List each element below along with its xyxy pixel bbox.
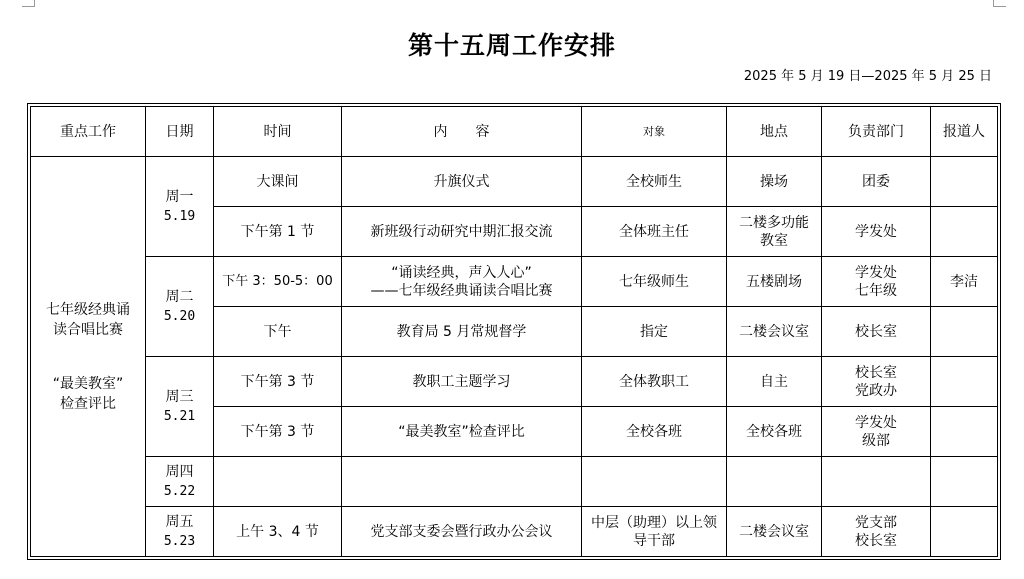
- date-cell-fri: [146, 507, 214, 557]
- location-cell: [727, 207, 822, 257]
- table-row: [31, 257, 998, 307]
- time-cell: 下午 3：50-5：00: [214, 257, 342, 307]
- target-cell: 全校各班: [582, 407, 727, 457]
- weekday-label: 周二: [165, 288, 194, 305]
- location-line: 教室: [760, 232, 788, 249]
- target-cell: 全体教职工: [582, 357, 727, 407]
- reporter-cell: [931, 207, 998, 257]
- dept-line: 学发处: [855, 264, 897, 281]
- target-line: 中层（助理）以上领: [591, 514, 717, 531]
- table-row: [31, 157, 998, 207]
- weekday-label: 周五: [165, 513, 194, 530]
- location-cell: 全校各班: [727, 407, 822, 457]
- target-cell: [582, 507, 727, 557]
- reporter-cell: 李洁: [931, 257, 998, 307]
- content-line: ——七年级经典诵读合唱比赛: [370, 282, 553, 299]
- dept-cell: [822, 507, 931, 557]
- target-cell: [582, 457, 727, 507]
- reporter-cell: [931, 307, 998, 357]
- reporter-cell: [931, 457, 998, 507]
- header-time: 时间: [214, 107, 342, 157]
- content-cell: [342, 257, 582, 307]
- header-location: 地点: [727, 107, 822, 157]
- date-cell-wed: [146, 357, 214, 457]
- table-row: [31, 507, 998, 557]
- date-label: 5.22: [163, 483, 196, 499]
- reporter-cell: [931, 407, 998, 457]
- dept-cell: 团委: [822, 157, 931, 207]
- dept-cell: [822, 357, 931, 407]
- date-label: 5.20: [163, 308, 196, 324]
- dept-line: 校长室: [855, 364, 897, 381]
- header-row: [31, 107, 998, 157]
- page-corner-mark-right: [993, 0, 1006, 7]
- dept-line: 七年级: [855, 282, 897, 299]
- header-key-work: 重点工作: [31, 107, 146, 157]
- date-cell-tue: [146, 257, 214, 357]
- time-cell: [214, 457, 342, 507]
- date-label: 5.23: [163, 533, 196, 549]
- content-cell: 升旗仪式: [342, 157, 582, 207]
- time-cell: 大课间: [214, 157, 342, 207]
- reporter-cell: [931, 507, 998, 557]
- content-cell: 教职工主题学习: [342, 357, 582, 407]
- target-cell: 指定: [582, 307, 727, 357]
- location-cell: 二楼会议室: [727, 507, 822, 557]
- schedule-table-frame: [27, 103, 1001, 560]
- weekday-label: 周一: [165, 188, 194, 205]
- key-work-cell: [31, 157, 146, 557]
- table-row: [31, 457, 998, 507]
- key-work-line: “最美教室”: [52, 375, 124, 392]
- dept-cell: [822, 257, 931, 307]
- target-cell: 全体班主任: [582, 207, 727, 257]
- time-cell: 下午: [214, 307, 342, 357]
- date-label: 5.19: [163, 208, 196, 224]
- time-cell: 上午 3、4 节: [214, 507, 342, 557]
- page-title: 第十五周工作安排: [407, 31, 616, 60]
- key-work-line: 七年级经典诵: [46, 301, 130, 318]
- content-cell: 党支部支委会暨行政办公会议: [342, 507, 582, 557]
- target-line: 导干部: [633, 532, 675, 549]
- dept-line: 校长室: [855, 532, 897, 549]
- location-cell: [727, 457, 822, 507]
- dept-line: 党支部: [855, 514, 897, 531]
- dept-line: 党政办: [855, 382, 897, 399]
- location-line: 二楼多功能: [739, 214, 809, 231]
- target-cell: 七年级师生: [582, 257, 727, 307]
- key-work-line: 检查评比: [60, 395, 116, 412]
- content-cell: 新班级行动研究中期汇报交流: [342, 207, 582, 257]
- location-cell: 自主: [727, 357, 822, 407]
- dept-line: 学发处: [855, 414, 897, 431]
- location-cell: 操场: [727, 157, 822, 207]
- weekday-label: 周四: [165, 463, 194, 480]
- location-cell: 五楼剧场: [727, 257, 822, 307]
- header-target: 对象: [582, 107, 727, 157]
- time-cell: 下午第 3 节: [214, 357, 342, 407]
- reporter-cell: [931, 157, 998, 207]
- date-range: 2025 年 5 月 19 日—2025 年 5 月 25 日: [743, 69, 992, 84]
- dept-line: 级部: [862, 432, 890, 449]
- date-label: 5.21: [163, 408, 196, 424]
- header-reporter: 报道人: [931, 107, 998, 157]
- header-content: 内 容: [342, 107, 582, 157]
- dept-cell: 学发处: [822, 207, 931, 257]
- key-work-line: 读合唱比赛: [53, 321, 123, 338]
- weekday-label: 周三: [165, 388, 194, 405]
- header-dept: 负责部门: [822, 107, 931, 157]
- target-cell: 全校师生: [582, 157, 727, 207]
- time-cell: 下午第 1 节: [214, 207, 342, 257]
- dept-cell: [822, 457, 931, 507]
- content-line: “诵读经典，声入人心”: [391, 264, 532, 281]
- time-cell: 下午第 3 节: [214, 407, 342, 457]
- table-row: [31, 357, 998, 407]
- content-cell: 教育局 5 月常规督学: [342, 307, 582, 357]
- content-cell: [342, 457, 582, 507]
- dept-cell: 校长室: [822, 307, 931, 357]
- dept-cell: [822, 407, 931, 457]
- date-cell-thu: [146, 457, 214, 507]
- location-cell: 二楼会议室: [727, 307, 822, 357]
- reporter-cell: [931, 357, 998, 407]
- page-corner-mark-left: [22, 0, 35, 7]
- header-date: 日期: [146, 107, 214, 157]
- date-cell-mon: [146, 157, 214, 257]
- content-cell: “最美教室”检查评比: [342, 407, 582, 457]
- schedule-table: [30, 106, 998, 557]
